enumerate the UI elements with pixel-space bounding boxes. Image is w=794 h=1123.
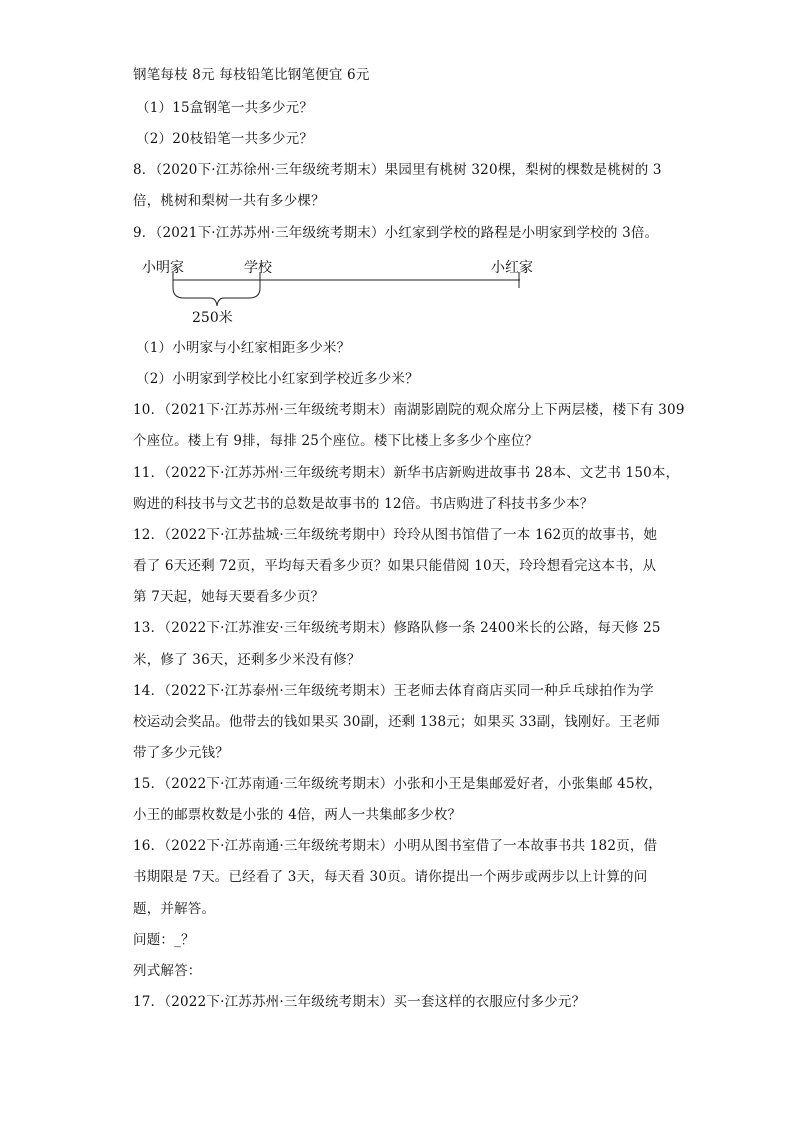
question-prompt: 问题：_？ — [133, 932, 195, 948]
question-16: 16．（2022下·江苏南通·三年级统考期末）小明从图书室借了一本故事书共 182页，借 — [133, 838, 658, 854]
text-line: 购进的科技书与文艺书的总数是故事书的 12倍。书店购进了科技书多少本？ — [133, 496, 594, 512]
label-xiaoming-home: 小明家 — [142, 260, 184, 276]
question-15: 15．（2022下·江苏南通·三年级统考期末）小张和小王是集邮爱好者，小张集邮 45枚， — [133, 776, 663, 792]
text-line: （2）20枝铅笔一共多少元？ — [136, 131, 314, 147]
question-13: 13．（2022下·江苏淮安·三年级统考期末）修路队修一条 2400米长的公路，每天修 25 — [133, 620, 661, 636]
text-line: （1）小明家与小红家相距多少米？ — [136, 340, 351, 356]
text-line: （2）小明家到学校比小红家到学校近多少米？ — [136, 371, 419, 387]
text-line: 校运动会奖品。他带去的钱如果买 30副，还剩 138元；如果买 33副，钱刚好。王老师 — [133, 714, 661, 730]
label-distance: 250米 — [192, 310, 233, 326]
text-line: 书期限是 7天。已经看了 3天，每天看 30页。请你提出一个两步或两步以上计算的问 — [133, 869, 648, 885]
text-line: （1）15盒钢笔一共多少元？ — [136, 100, 314, 116]
text-line: 看了 6天还剩 72页，平均每天看多少页？如果只能借阅 10天，玲玲想看完这本书，从 — [133, 558, 657, 574]
distance-diagram — [140, 256, 560, 336]
text-line: 米，修了 36天，还剩多少米没有修？ — [133, 652, 361, 668]
text-line: 小王的邮票枚数是小张的 4倍，两人一共集邮多少枚？ — [133, 807, 462, 823]
text-line: 钢笔每枝 8元 每枝铅笔比钢笔便宜 6元 — [133, 67, 370, 83]
text-line: 倍，桃树和梨树一共有多少棵？ — [133, 193, 325, 209]
question-14: 14．（2022下·江苏泰州·三年级统考期末）王老师去体育商店买同一种乒乓球拍作为学 — [133, 683, 654, 699]
question-12: 12．（2022下·江苏盐城·三年级统考期中）玲玲从图书馆借了一本 162页的故事书，她 — [133, 527, 658, 543]
answer-prompt: 列式解答： — [133, 963, 202, 979]
text-line: 带了多少元钱？ — [133, 745, 229, 761]
question-10: 10．（2021下·江苏苏州·三年级统考期末）南湖影剧院的观众席分上下两层楼，楼下有 309 — [133, 402, 685, 418]
text-line: 个座位。楼上有 9排，每排 25个座位。楼下比楼上多多少个座位？ — [133, 433, 539, 449]
label-school: 学校 — [244, 260, 272, 276]
text-line: 题，并解答。 — [133, 901, 216, 917]
question-11: 11．（2022下·江苏苏州·三年级统考期末）新华书店新购进故事书 28本、文艺书 150本， — [133, 465, 680, 481]
question-9: 9．（2021下·江苏苏州·三年级统考期末）小红家到学校的路程是小明家到学校的 3倍。 — [133, 225, 659, 241]
question-17: 17．（2022下·江苏苏州·三年级统考期末）买一套这样的衣服应付多少元？ — [133, 994, 586, 1010]
brace — [173, 288, 260, 306]
question-8: 8．（2020下·江苏徐州·三年级统考期末）果园里有桃树 320棵，梨树的棵数是桃树的 3 — [133, 162, 662, 178]
text-line: 第 7天起，她每天要看多少页？ — [133, 589, 325, 605]
label-xiaohong-home: 小红家 — [491, 260, 533, 276]
